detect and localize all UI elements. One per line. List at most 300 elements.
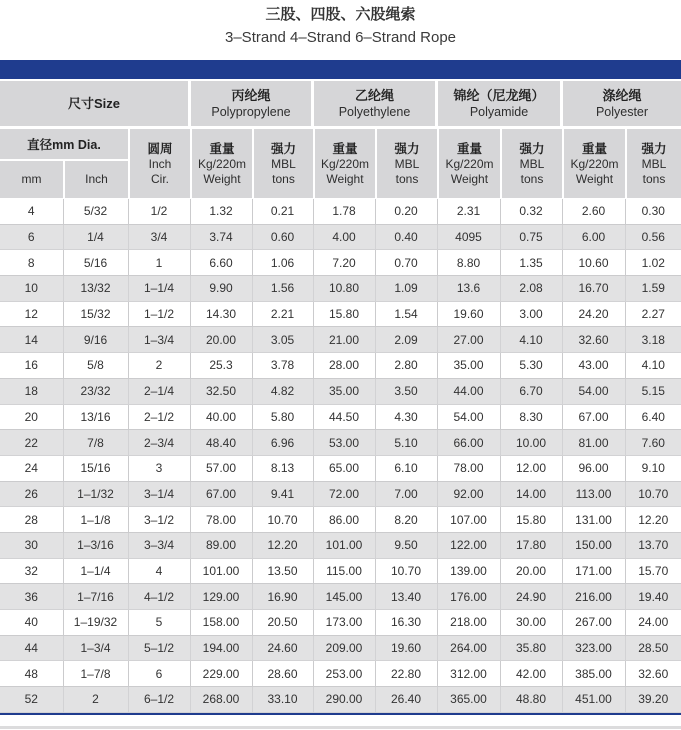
cell: 6.60	[190, 250, 252, 276]
group-header-polyethylene	[314, 81, 435, 126]
cell: 89.00	[190, 532, 252, 558]
cell: 4.82	[252, 378, 313, 404]
cell: 8.13	[252, 455, 313, 481]
cell: 1–1/4	[128, 276, 190, 302]
cell: 1–1/4	[63, 558, 128, 584]
cell: 10.60	[562, 250, 625, 276]
cell: 0.20	[375, 199, 437, 224]
weight-en2: Weight	[203, 171, 241, 186]
cell: 1.02	[625, 250, 681, 276]
cell: 171.00	[562, 558, 625, 584]
weight-zh: 重量	[209, 141, 235, 156]
cell: 65.00	[313, 455, 375, 481]
cell: 16.90	[252, 584, 313, 610]
cell: 22.80	[375, 661, 437, 687]
weight-zh: 重量	[332, 141, 358, 156]
cell: 24.60	[252, 635, 313, 661]
cell: 40.00	[190, 404, 252, 430]
cell: 0.56	[625, 224, 681, 250]
cell: 4095	[437, 224, 500, 250]
cell: 32.60	[562, 327, 625, 353]
cell: 5/8	[63, 353, 128, 379]
cell: 15/16	[63, 455, 128, 481]
sub-header-row	[0, 129, 681, 198]
weight-en2: Weight	[326, 171, 364, 186]
cell: 1/4	[63, 224, 128, 250]
cell: 53.00	[313, 430, 375, 456]
cell: 131.00	[562, 507, 625, 533]
cell: 13/16	[63, 404, 128, 430]
group-header-row	[0, 81, 681, 126]
cell: 4.10	[625, 353, 681, 379]
cell: 2	[63, 687, 128, 713]
table-bottom-navy-rule	[0, 713, 681, 715]
cell: 13.50	[252, 558, 313, 584]
cell: 35.80	[500, 635, 562, 661]
subheader-mm	[0, 161, 63, 198]
cell: 0.60	[252, 224, 313, 250]
cell: 1–3/4	[63, 635, 128, 661]
cell: 4–1/2	[128, 584, 190, 610]
weight-en1: Kg/220m	[197, 156, 247, 171]
mbl-en2: tons	[395, 171, 419, 186]
group-header-polypropylene	[191, 81, 311, 126]
cell: 14.00	[500, 481, 562, 507]
cell: 5.30	[500, 353, 562, 379]
subheader-weight-polyester	[564, 129, 625, 198]
cell: 7.00	[375, 481, 437, 507]
cell: 150.00	[562, 532, 625, 558]
cell: 1.32	[190, 199, 252, 224]
table-row	[0, 687, 681, 713]
cell: 19.60	[375, 635, 437, 661]
cell: 268.00	[190, 687, 252, 713]
table-row	[0, 584, 681, 610]
cell: 115.00	[313, 558, 375, 584]
cell: 3	[128, 455, 190, 481]
cell: 6	[128, 661, 190, 687]
group-header-polyester	[563, 81, 681, 126]
cell: 3–3/4	[128, 532, 190, 558]
cell: 0.21	[252, 199, 313, 224]
cell: 3–1/4	[128, 481, 190, 507]
cell: 10.70	[625, 481, 681, 507]
cell: 4.30	[375, 404, 437, 430]
cell: 28.00	[313, 353, 375, 379]
subheader-mbl-polypropylene	[254, 129, 313, 198]
cell: 78.00	[190, 507, 252, 533]
cell: 6–1/2	[128, 687, 190, 713]
cell: 22	[0, 430, 63, 456]
cell: 2.09	[375, 327, 437, 353]
subheader-diameter-label: 直径mm Dia.	[0, 129, 128, 159]
cell: 0.32	[500, 199, 562, 224]
cell: 194.00	[190, 635, 252, 661]
table-row	[0, 661, 681, 687]
cell: 4.00	[313, 224, 375, 250]
cell: 1–3/16	[63, 532, 128, 558]
table-body	[0, 199, 681, 712]
cell: 2.31	[437, 199, 500, 224]
cell: 1.56	[252, 276, 313, 302]
cell: 8.80	[437, 250, 500, 276]
cell: 30	[0, 532, 63, 558]
cell: 1.59	[625, 276, 681, 302]
cell: 3.00	[500, 301, 562, 327]
cell: 15.70	[625, 558, 681, 584]
cell: 2.80	[375, 353, 437, 379]
cell: 264.00	[437, 635, 500, 661]
cell: 1	[128, 250, 190, 276]
cell: 385.00	[562, 661, 625, 687]
group-header-polyethylene-zh: 乙纶绳	[354, 88, 394, 103]
mbl-en1: MBL	[519, 156, 545, 171]
group-header-polyethylene-en: Polyethylene	[338, 105, 411, 119]
cell: 54.00	[562, 378, 625, 404]
cell: 21.00	[313, 327, 375, 353]
subheader-mm-label: mm	[21, 172, 42, 186]
cell: 24.20	[562, 301, 625, 327]
cell: 66.00	[437, 430, 500, 456]
cell: 3.05	[252, 327, 313, 353]
cell: 216.00	[562, 584, 625, 610]
cell: 23/32	[63, 378, 128, 404]
cell: 8	[0, 250, 63, 276]
cell: 5.80	[252, 404, 313, 430]
cell: 16.70	[562, 276, 625, 302]
cell: 101.00	[313, 532, 375, 558]
cell: 28.60	[252, 661, 313, 687]
cell: 4.10	[500, 327, 562, 353]
cell: 312.00	[437, 661, 500, 687]
cell: 6.00	[562, 224, 625, 250]
weight-en1: Kg/220m	[445, 156, 494, 171]
cell: 267.00	[562, 610, 625, 636]
cell: 5–1/2	[128, 635, 190, 661]
cell: 173.00	[313, 610, 375, 636]
subheader-circumference-en1: Inch	[148, 156, 172, 171]
cell: 218.00	[437, 610, 500, 636]
cell: 6.10	[375, 455, 437, 481]
cell: 26	[0, 481, 63, 507]
cell: 20	[0, 404, 63, 430]
cell: 15.80	[313, 301, 375, 327]
cell: 290.00	[313, 687, 375, 713]
cell: 129.00	[190, 584, 252, 610]
cell: 3.78	[252, 353, 313, 379]
cell: 9/16	[63, 327, 128, 353]
cell: 2.21	[252, 301, 313, 327]
weight-zh: 重量	[456, 141, 482, 156]
cell: 14.30	[190, 301, 252, 327]
cell: 2–1/4	[128, 378, 190, 404]
mbl-zh: 强力	[641, 141, 667, 156]
mbl-en2: tons	[642, 171, 666, 186]
cell: 10.70	[252, 507, 313, 533]
cell: 32.50	[190, 378, 252, 404]
table-row	[0, 558, 681, 584]
cell: 9.90	[190, 276, 252, 302]
page-title-chinese: 三股、四股、六股绳索	[265, 6, 416, 23]
cell: 43.00	[562, 353, 625, 379]
table-row	[0, 430, 681, 456]
cell: 40	[0, 610, 63, 636]
weight-zh: 重量	[581, 141, 607, 156]
cell: 6	[0, 224, 63, 250]
cell: 5	[128, 610, 190, 636]
cell: 24	[0, 455, 63, 481]
cell: 15.80	[500, 507, 562, 533]
weight-en2: Weight	[575, 171, 614, 186]
subheader-mbl-polyethylene	[377, 129, 437, 198]
table-row	[0, 353, 681, 379]
group-header-polypropylene-zh: 丙纶绳	[231, 88, 271, 103]
cell: 67.00	[562, 404, 625, 430]
cell: 1.54	[375, 301, 437, 327]
cell: 8.20	[375, 507, 437, 533]
cell: 19.60	[437, 301, 500, 327]
cell: 44.50	[313, 404, 375, 430]
subheader-inch-label: Inch	[85, 172, 108, 186]
cell: 139.00	[437, 558, 500, 584]
weight-en2: Weight	[450, 171, 489, 186]
subheader-circumference-en2: Cir.	[151, 171, 169, 186]
cell: 107.00	[437, 507, 500, 533]
cell: 451.00	[562, 687, 625, 713]
cell: 0.70	[375, 250, 437, 276]
cell: 10.00	[500, 430, 562, 456]
cell: 8.30	[500, 404, 562, 430]
cell: 26.40	[375, 687, 437, 713]
cell: 13.6	[437, 276, 500, 302]
cell: 1.78	[313, 199, 375, 224]
cell: 6.70	[500, 378, 562, 404]
cell: 209.00	[313, 635, 375, 661]
mbl-en2: tons	[272, 171, 295, 186]
page-title-english: 3–Strand 4–Strand 6–Strand Rope	[225, 29, 456, 46]
cell: 7.20	[313, 250, 375, 276]
cell: 3–1/2	[128, 507, 190, 533]
rope-spec-table	[0, 199, 681, 713]
cell: 2.60	[562, 199, 625, 224]
cell: 9.41	[252, 481, 313, 507]
table-row	[0, 199, 681, 224]
cell: 2.08	[500, 276, 562, 302]
table-row	[0, 635, 681, 661]
group-header-polypropylene-en: Polypropylene	[211, 105, 291, 119]
cell: 0.75	[500, 224, 562, 250]
mbl-en1: MBL	[641, 156, 667, 171]
table-row	[0, 378, 681, 404]
cell: 96.00	[562, 455, 625, 481]
table-row	[0, 224, 681, 250]
cell: 10	[0, 276, 63, 302]
cell: 1.35	[500, 250, 562, 276]
table-row	[0, 250, 681, 276]
table-row	[0, 455, 681, 481]
cell: 13.40	[375, 584, 437, 610]
table-top-navy-bar	[0, 60, 681, 79]
cell: 20.00	[190, 327, 252, 353]
cell: 4	[0, 199, 63, 224]
cell: 20.00	[500, 558, 562, 584]
cell: 67.00	[190, 481, 252, 507]
cell: 20.50	[252, 610, 313, 636]
table-row	[0, 327, 681, 353]
weight-en1: Kg/220m	[320, 156, 370, 171]
subheader-mbl-polyester	[627, 129, 681, 198]
subheader-weight-polypropylene	[192, 129, 252, 198]
cell: 1–19/32	[63, 610, 128, 636]
cell: 14	[0, 327, 63, 353]
cell: 18	[0, 378, 63, 404]
cell: 365.00	[437, 687, 500, 713]
cell: 3.50	[375, 378, 437, 404]
mbl-zh: 强力	[519, 141, 545, 156]
cell: 78.00	[437, 455, 500, 481]
cell: 3.74	[190, 224, 252, 250]
cell: 35.00	[437, 353, 500, 379]
subheader-diameter-group	[0, 129, 128, 198]
cell: 42.00	[500, 661, 562, 687]
group-header-size	[0, 81, 188, 126]
cell: 28.50	[625, 635, 681, 661]
cell: 48.40	[190, 430, 252, 456]
cell: 15/32	[63, 301, 128, 327]
cell: 35.00	[313, 378, 375, 404]
cell: 48	[0, 661, 63, 687]
table-row	[0, 481, 681, 507]
cell: 6.96	[252, 430, 313, 456]
cell: 1–1/32	[63, 481, 128, 507]
cell: 122.00	[437, 532, 500, 558]
cell: 5/32	[63, 199, 128, 224]
group-header-polyester-en: Polyester	[595, 105, 649, 119]
cell: 1/2	[128, 199, 190, 224]
cell: 24.90	[500, 584, 562, 610]
mbl-zh: 强力	[270, 141, 296, 156]
mbl-zh: 强力	[394, 141, 420, 156]
cell: 7.60	[625, 430, 681, 456]
cell: 0.30	[625, 199, 681, 224]
cell: 1.06	[252, 250, 313, 276]
cell: 54.00	[437, 404, 500, 430]
cell: 25.3	[190, 353, 252, 379]
cell: 24.00	[625, 610, 681, 636]
subheader-circumference-zh: 圆周	[147, 141, 173, 156]
cell: 44	[0, 635, 63, 661]
cell: 27.00	[437, 327, 500, 353]
cell: 7/8	[63, 430, 128, 456]
group-header-size-label: 尺寸Size	[67, 96, 120, 111]
cell: 5/16	[63, 250, 128, 276]
cell: 1–1/8	[63, 507, 128, 533]
group-header-polyamide-en: Polyamide	[469, 105, 529, 119]
cell: 9.10	[625, 455, 681, 481]
cell: 16	[0, 353, 63, 379]
cell: 229.00	[190, 661, 252, 687]
cell: 12.20	[252, 532, 313, 558]
cell: 39.20	[625, 687, 681, 713]
cell: 32	[0, 558, 63, 584]
cell: 0.40	[375, 224, 437, 250]
cell: 3.18	[625, 327, 681, 353]
subheader-inch	[65, 161, 128, 198]
cell: 2–3/4	[128, 430, 190, 456]
cell: 86.00	[313, 507, 375, 533]
cell: 10.80	[313, 276, 375, 302]
cell: 158.00	[190, 610, 252, 636]
table-row	[0, 532, 681, 558]
subheader-diameter-units	[0, 161, 128, 198]
cell: 1.09	[375, 276, 437, 302]
cell: 2–1/2	[128, 404, 190, 430]
cell: 5.15	[625, 378, 681, 404]
cell: 36	[0, 584, 63, 610]
mbl-en1: MBL	[394, 156, 420, 171]
cell: 48.80	[500, 687, 562, 713]
group-header-polyamide-zh: 锦纶（尼龙绳）	[453, 88, 545, 103]
cell: 33.10	[252, 687, 313, 713]
cell: 13.70	[625, 532, 681, 558]
cell: 1–7/16	[63, 584, 128, 610]
cell: 1–3/4	[128, 327, 190, 353]
subheader-circumference	[130, 129, 190, 198]
cell: 3/4	[128, 224, 190, 250]
group-header-polyamide	[438, 81, 560, 126]
cell: 1–1/2	[128, 301, 190, 327]
cell: 101.00	[190, 558, 252, 584]
cell: 2.27	[625, 301, 681, 327]
cell: 9.50	[375, 532, 437, 558]
cell: 145.00	[313, 584, 375, 610]
cell: 253.00	[313, 661, 375, 687]
cell: 52	[0, 687, 63, 713]
cell: 12.20	[625, 507, 681, 533]
cell: 57.00	[190, 455, 252, 481]
cell: 19.40	[625, 584, 681, 610]
cell: 5.10	[375, 430, 437, 456]
cell: 1–7/8	[63, 661, 128, 687]
cell: 6.40	[625, 404, 681, 430]
table-row	[0, 610, 681, 636]
cell: 10.70	[375, 558, 437, 584]
cell: 81.00	[562, 430, 625, 456]
cell: 16.30	[375, 610, 437, 636]
cell: 323.00	[562, 635, 625, 661]
cell: 72.00	[313, 481, 375, 507]
table-row	[0, 507, 681, 533]
weight-en1: Kg/220m	[570, 156, 619, 171]
cell: 30.00	[500, 610, 562, 636]
mbl-en1: MBL	[271, 156, 296, 171]
table-row	[0, 404, 681, 430]
subheader-weight-polyethylene	[315, 129, 375, 198]
cell: 2	[128, 353, 190, 379]
cell: 28	[0, 507, 63, 533]
subheader-mbl-polyamide	[502, 129, 562, 198]
cell: 176.00	[437, 584, 500, 610]
table-row	[0, 301, 681, 327]
cell: 13/32	[63, 276, 128, 302]
table-row	[0, 276, 681, 302]
cell: 4	[128, 558, 190, 584]
cell: 32.60	[625, 661, 681, 687]
cell: 113.00	[562, 481, 625, 507]
cell: 92.00	[437, 481, 500, 507]
cell: 12.00	[500, 455, 562, 481]
subheader-weight-polyamide	[439, 129, 500, 198]
